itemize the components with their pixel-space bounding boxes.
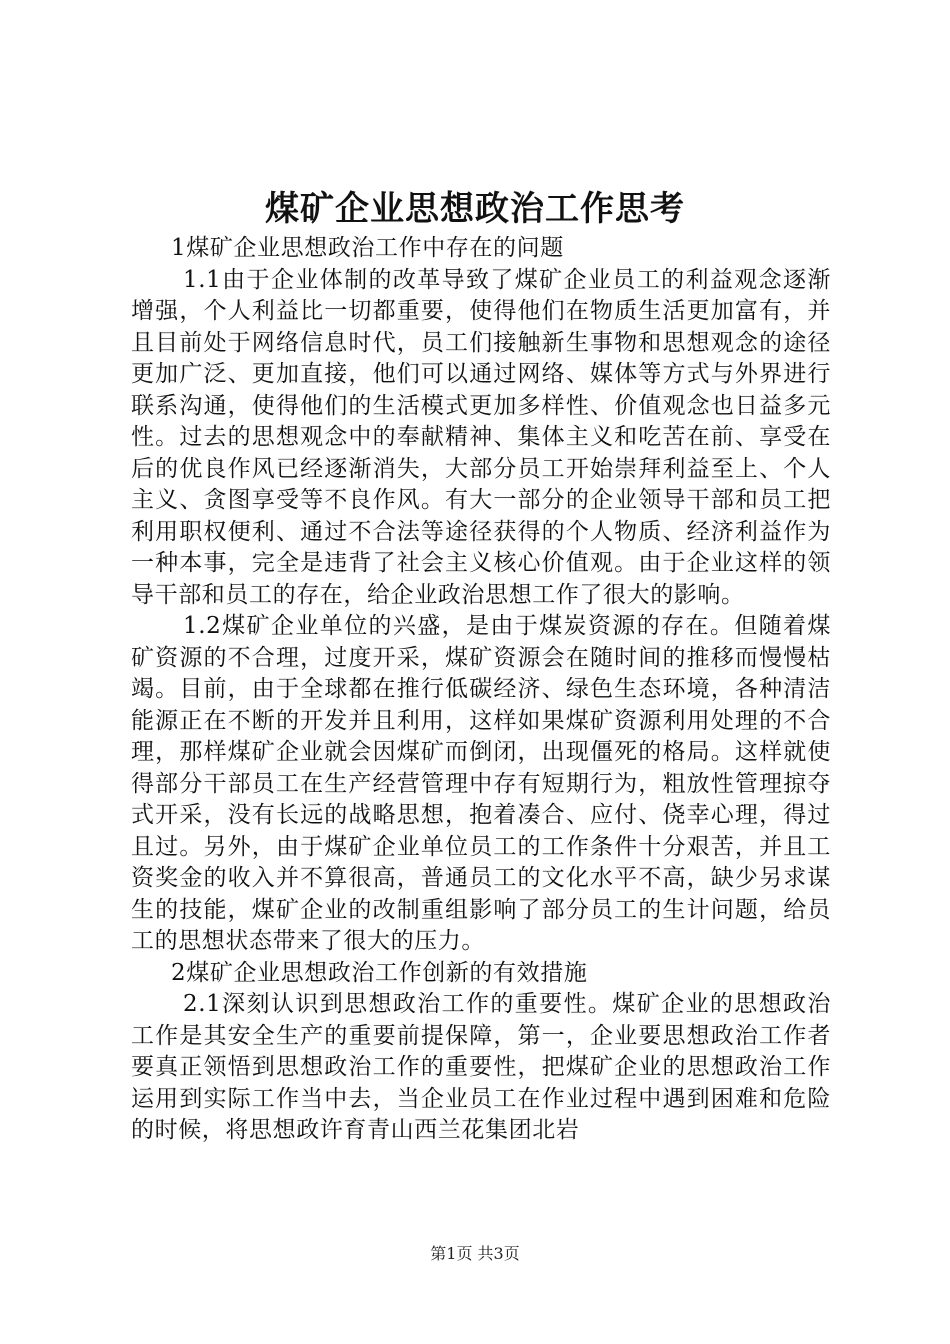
section-heading-1: 1煤矿企业思想政治工作中存在的问题 — [171, 235, 564, 261]
document-body — [131, 233, 831, 1147]
paragraph-1-1: 1.1由于企业体制的改革导致了煤矿企业员工的利益观念逐渐增强，个人利益比一切都重要，使得他们在物质生活更加富有，并且目前处于网络信息时代，员工们接触新生事物和思想观念的途径更加广泛、更加直接，他们可以通过网络、媒体等方式与外界进行联系沟通，使得他们的生活模式更加多样性、价值观念也日益多元性。过去的思想观念中的奉献精神、集体主义和吃苦在前、享受在后的优良作风已经逐渐消失，大部分员工开始崇拜利益至上、个人主义、贪图享受等不良作风。有大一部分的企业领导干部和员工把利用职权便利、通过不合法等途径获得的个人物质、经济利益作为一种本事，完全是违背了社会主义核心价值观。由于企业这样的领导干部和员工的存在，给企业政治思想工作了很大的影响。 — [131, 266, 831, 608]
paragraph-1-2: 1.2煤矿企业单位的兴盛，是由于煤炭资源的存在。但随着煤矿资源的不合理，过度开采，煤矿资源会在随时间的推移而慢慢枯竭。目前，由于全球都在推行低碳经济、绿色生态环境，各种清洁能源正在不断的开发并且利用，这样如果煤矿资源利用处理的不合理，那样煤矿企业就会因煤矿而倒闭，出现僵死的格局。这样就使得部分干部员工在生产经营管理中存有短期行为，粗放性管理掠夺式开采，没有长远的战略思想，抱着凑合、应付、侥幸心理，得过且过。另外，由于煤矿企业单位员工的工作条件十分艰苦，并且工资奖金的收入并不算很高，普通员工的文化水平不高，缺少另求谋生的技能，煤矿企业的改制重组影响了部分员工的生计问题，给员工的思想状态带来了很大的压力。 — [131, 613, 831, 954]
document-title: 煤矿企业思想政治工作思考 — [265, 189, 685, 229]
page-footer: 第1页 共3页 — [430, 1244, 520, 1263]
paragraph-2-1: 2.1深刻认识到思想政治工作的重要性。煤矿企业的思想政治工作是其安全生产的重要前提保障，第一，企业要思想政治工作者要真正领悟到思想政治工作的重要性，把煤矿企业的思想政治工作运用到实际工作当中去，当企业员工在作业过程中遇到困难和危险的时候，将思想政许育青山西兰花集团北岩 — [131, 991, 831, 1143]
section-heading-2: 2煤矿企业思想政治工作创新的有效措施 — [171, 959, 588, 986]
